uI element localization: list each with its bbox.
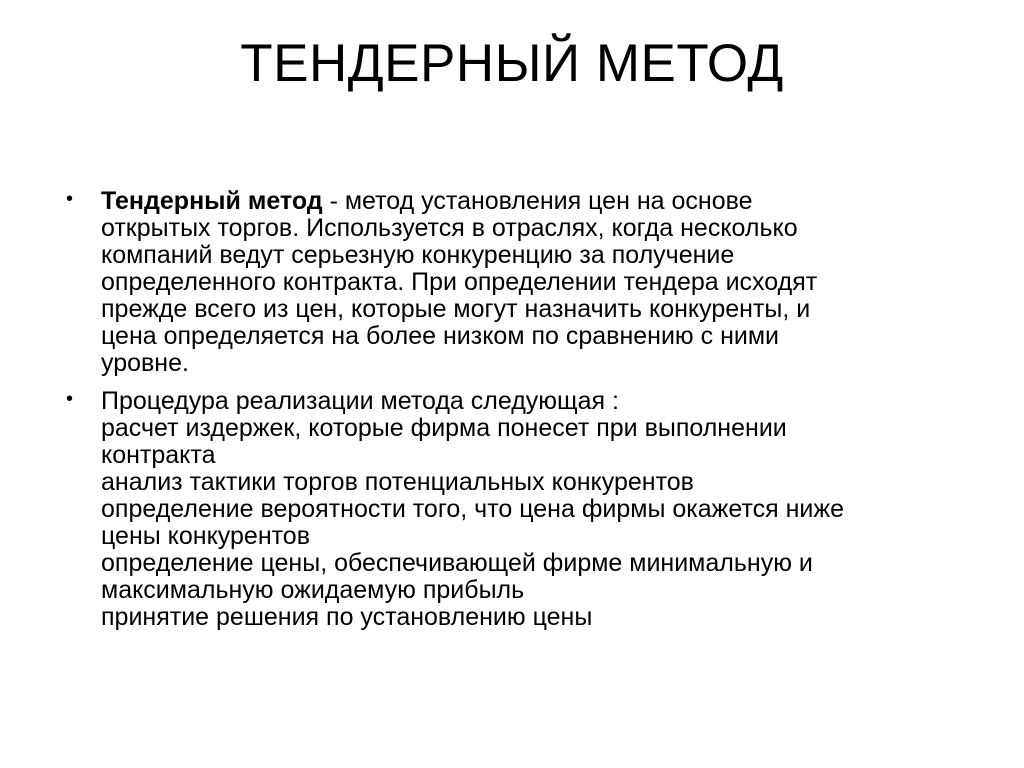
bullet-line: Процедура реализации метода следующая :	[101, 387, 619, 415]
bullet-marker-icon: •	[66, 188, 74, 210]
bullet-line: контракта	[101, 441, 216, 469]
slide-title: ТЕНДЕРНЫЙ МЕТОД	[240, 34, 784, 93]
bullet-line	[101, 188, 966, 215]
bullet-line: определение вероятности того, что цена фирмы окажется ниже	[101, 495, 845, 523]
bullet-item-definition	[66, 188, 966, 377]
bullet-line: компаний ведут серьезную конкуренцию за получение	[101, 241, 735, 269]
bullet-line: максимальную ожидаемую прибыль	[101, 576, 525, 604]
bullet-line: цены конкурентов	[101, 522, 310, 550]
bullet-line: открытых торгов. Используется в отраслях, когда несколько	[101, 214, 798, 242]
bullet-item-procedure	[66, 388, 966, 631]
bullet-line: анализ тактики торгов потенциальных конкурентов	[101, 468, 694, 496]
bullet-line: определенного контракта. При определении тендера исходят	[101, 268, 818, 296]
bullet-marker-icon: •	[66, 388, 74, 410]
bullet-line: цена определяется на более низком по сравнению с ними	[101, 322, 779, 350]
line-text: - метод установления цен на основе	[322, 187, 753, 215]
bullet-line: принятие решения по установлению цены	[101, 603, 593, 631]
bullet-list	[66, 188, 966, 642]
bullet-line: уровне.	[101, 349, 189, 377]
bold-term: Тендерный метод	[101, 187, 323, 215]
bullet-line: прежде всего из цен, которые могут назначить конкуренты, и	[101, 295, 811, 323]
bullet-line: расчет издержек, которые фирма понесет при выполнении	[101, 414, 787, 442]
bullet-line: определение цены, обеспечивающей фирме минимальную и	[101, 549, 813, 577]
